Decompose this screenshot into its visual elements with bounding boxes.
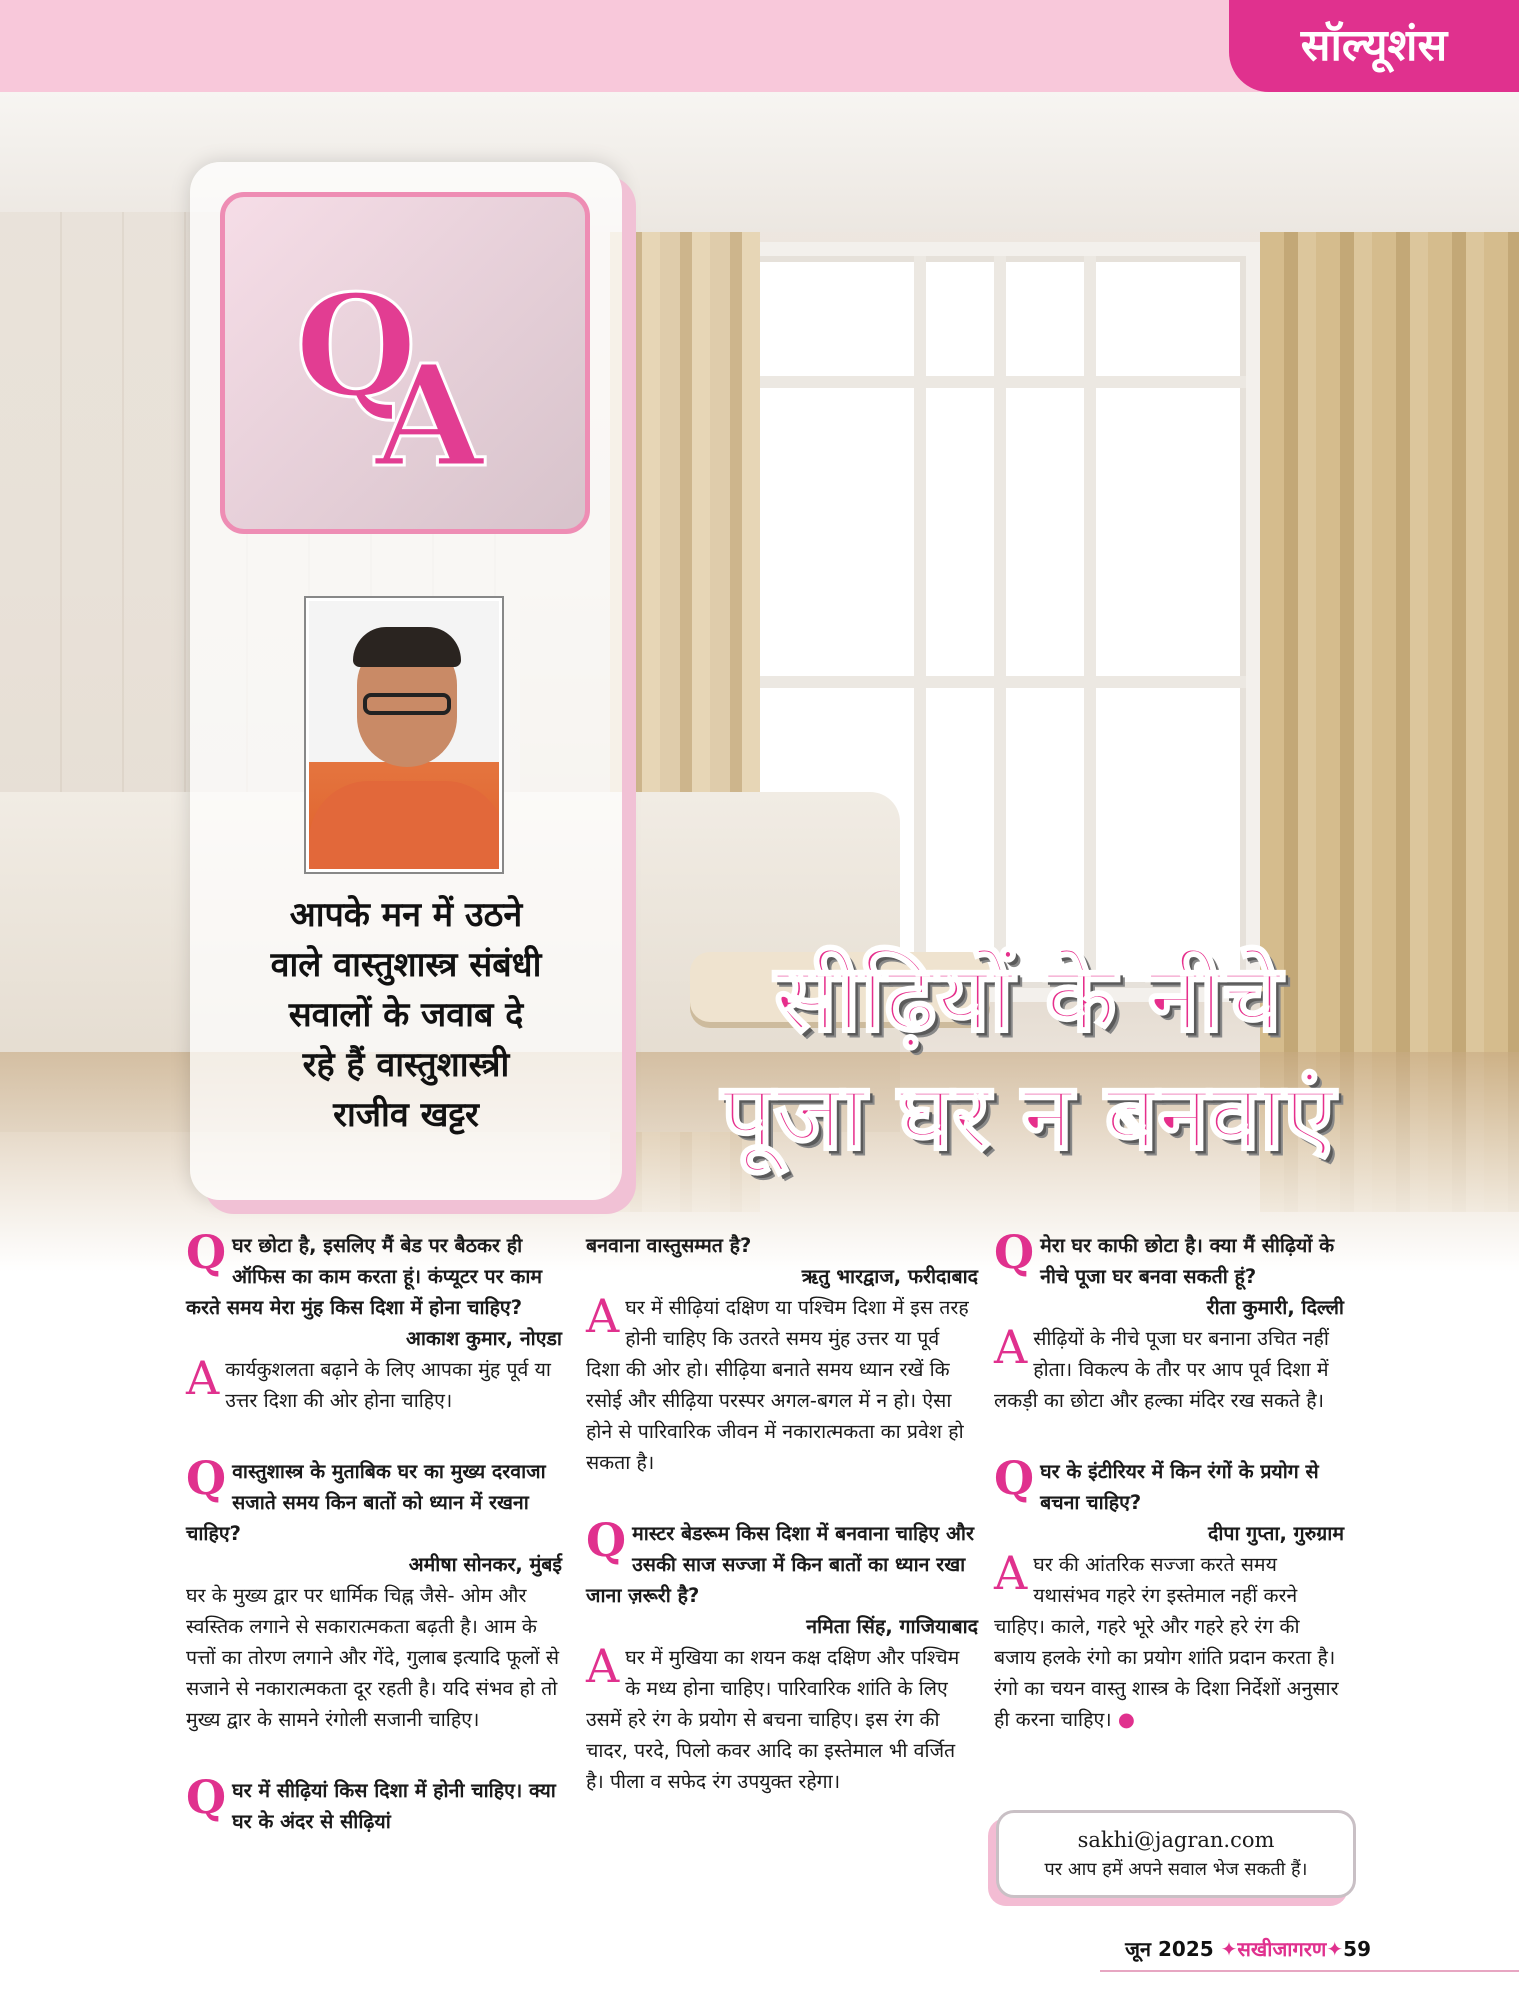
qa-item (186, 1770, 562, 1837)
answer: Aसीढ़ियों के नीचे पूजा घर बनाना उचित नहीं होता। विकल्प के तौर पर आप पूर्व दिशा में लकड़ी का छोटा और हल्का मंदिर रख सकते है। (994, 1320, 1329, 1412)
portrait-hair (353, 627, 461, 667)
q-mark: Q (186, 1770, 227, 1824)
intro-line: रहे हैं वास्तुशास्त्री (302, 1045, 510, 1085)
a-mark: A (994, 1546, 1028, 1600)
asker: ऋतु भारद्वाज, फरीदाबाद (801, 1265, 978, 1288)
question: Qमास्टर बेडरूम किस दिशा में बनवाना चाहिए और उसकी साज सज्जा में किन बातों का ध्यान रखा जाना ज़रूरी है? (586, 1513, 974, 1607)
a-mark: A (186, 1351, 220, 1405)
intro-line: वाले वास्तुशास्त्र संबंधी (270, 945, 542, 985)
portrait-shirt (309, 781, 502, 872)
contact-text: पर आप हमें अपने सवाल भेज सकती हैं। (1044, 1859, 1308, 1880)
intro-text (200, 890, 612, 1140)
qa-badge (220, 192, 590, 534)
qa-item (586, 1230, 978, 1478)
answer: घर के मुख्य द्वार पर धार्मिक चिह्न जैसे- ओम और स्वस्तिक लगाने से सकारात्मकता बढ़ती है। आम के पत्तों का तोरण लगाने और गेंदे, गुलाब इत्यादि फूलों से सजाने से नकारात्मकता दूर रहती है। यदि संभव हो तो मुख्य द्वार के सामने रंगोली सजानी चाहिए। (186, 1584, 560, 1731)
qa-item (994, 1451, 1344, 1735)
qa-item (186, 1225, 562, 1416)
question: Qवास्तुशास्त्र के मुताबिक घर का मुख्य दरवाजा सजाते समय किन बातों को ध्यान में रखना चाहिए? (186, 1451, 546, 1545)
asker: रीता कुमारी, दिल्ली (1206, 1296, 1344, 1319)
footer-rule (1100, 1970, 1519, 1972)
question: Qघर में सीढ़ियां किस दिशा में होनी चाहिए। क्या घर के अंदर से सीढ़ियां (186, 1770, 556, 1833)
section-tab: सॉल्यूशंस (1229, 0, 1519, 92)
asker: अमीषा सोनकर, मुंबई (408, 1553, 562, 1576)
q-mark: Q (994, 1225, 1035, 1279)
headline-line: सीढ़ियों के नीचे (774, 945, 1282, 1052)
question: Qघर के इंटीरियर में किन रंगों के प्रयोग से बचना चाहिए? (994, 1451, 1319, 1514)
author-portrait (306, 598, 502, 872)
headline-line: पूजा घर न बनवाएं (721, 1063, 1335, 1170)
question-continued: बनवाना वास्तुसम्मत है? (586, 1234, 752, 1257)
column-1 (186, 1225, 562, 1859)
portrait-glasses (363, 693, 451, 715)
intro-line: राजीव खट्टर (333, 1095, 479, 1135)
asker: दीपा गुप्ता, गुरुग्राम (1207, 1522, 1344, 1545)
a-mark: A (586, 1639, 620, 1693)
contact-box (996, 1810, 1356, 1898)
asker: नमिता सिंह, गाजियाबाद (806, 1615, 978, 1638)
q-mark: Q (186, 1225, 227, 1279)
footer-brand: सखीजागरण (1237, 1937, 1327, 1961)
answer: Aकार्यकुशलता बढ़ाने के लिए आपका मुंह पूर्व या उत्तर दिशा की ओर होना चाहिए। (186, 1351, 551, 1412)
page-footer (1125, 1935, 1371, 1962)
footer-sep: ✦ (1220, 1937, 1238, 1961)
q-mark: Q (994, 1451, 1035, 1505)
q-mark: Q (586, 1513, 627, 1567)
asker: आकाश कुमार, नोएडा (405, 1327, 562, 1350)
intro-line: आपके मन में उठने (289, 895, 523, 935)
qa-item (586, 1513, 978, 1797)
qa-badge-a: A (375, 335, 484, 499)
column-2 (586, 1230, 978, 1819)
footer-sep: ✦ (1326, 1937, 1344, 1961)
end-mark: ● (1117, 1708, 1135, 1731)
question: Qमेरा घर काफी छोटा है। क्या मैं सीढ़ियों के नीचे पूजा घर बनवा सकती हूं? (994, 1225, 1335, 1288)
column-3 (994, 1225, 1344, 1757)
answer: Aघर की आंतरिक सज्जा करते समय यथासंभव गहरे रंग इस्तेमाल नहीं करने चाहिए। काले, गहरे भूरे और गहरे हरे रंग की बजाय हलके रंगो का प्रयोग शांति प्रदान करता है। रंगो का चयन वास्तु शास्त्र के दिशा निर्देशों अनुसार ही करना चाहिए। ● (994, 1546, 1339, 1731)
qa-badge-q: Q (295, 265, 417, 429)
contact-email-link[interactable]: sakhi@jagran.com (1077, 1828, 1275, 1852)
footer-issue: जून 2025 (1125, 1937, 1214, 1961)
question: Qघर छोटा है, इसलिए मैं बेड पर बैठकर ही ऑफिस का काम करता हूं। कंप्यूटर पर काम करते समय मेरा मुंह किस दिशा में होना चाहिए? (186, 1225, 543, 1319)
headline (638, 940, 1418, 1176)
a-mark: A (586, 1289, 620, 1343)
qa-item (186, 1451, 562, 1735)
answer: Aघर में सीढ़ियां दक्षिण या पश्चिम दिशा में इस तरह होनी चाहिए कि उतरते समय मुंह उत्तर या पूर्व दिशा की ओर हो। सीढ़िया बनाते समय ध्यान रखें कि रसोई और सीढ़िया परस्पर अगल-बगल में न हो। ऐसा होने से पारिवारिक जीवन में नकारात्मकता का प्रवेश हो सकता है। (586, 1289, 969, 1474)
intro-line: सवालों के जवाब दे (288, 995, 524, 1035)
qa-item (994, 1225, 1344, 1416)
page-number: 59 (1343, 1937, 1371, 1961)
answer: Aघर में मुखिया का शयन कक्ष दक्षिण और पश्चिम के मध्य होना चाहिए। पारिवारिक शांति के लिए उसमें हरे रंग के प्रयोग से बचना चाहिए। इस रंग की चादर, परदे, पिलो कवर आदि का इस्तेमाल भी वर्जित है। पीला व सफेद रंग उपयुक्त रहेगा। (586, 1639, 960, 1793)
q-mark: Q (186, 1451, 227, 1505)
a-mark: A (994, 1320, 1028, 1374)
